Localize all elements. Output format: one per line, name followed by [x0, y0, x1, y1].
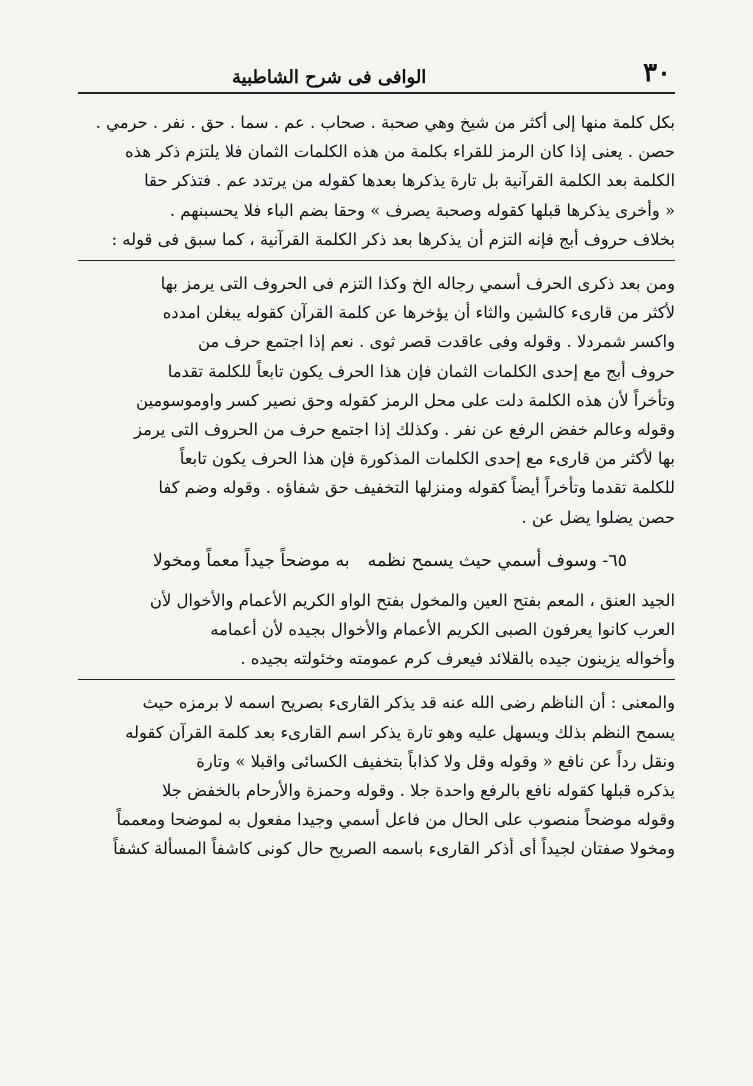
text-line: وقوله موضحاً منصوب على الحال من فاعل أسمي وجيدا مفعول به لموضحا ومعمماً	[116, 810, 675, 830]
text-line: « وأخرى يذكرها قبلها كقوله وصحبة يصرف » وحقا بضم الباء فلا يحسبنهم .	[169, 200, 675, 220]
text-line: حروف أبج مع إحدى الكلمات الثمان فإن هذا الحرف يكون تابعاً للكلمة تقدما	[167, 361, 675, 381]
text-line: يسمح النظم بذلك ويسهل عليه وهو تارة يذكر اسم القارىء بعد كلمة القرآن كقوله	[125, 722, 675, 742]
page-number: ٣٠	[643, 58, 671, 88]
text-line: بكل كلمة منها إلى أكثر من شيخ وهي صحبة . صحاب . عم . سما . حق . نفر . حرمي .	[95, 113, 675, 132]
section-2	[78, 269, 675, 532]
text-line: بخلاف حروف أبج فإنه التزم أن يذكرها بعد ذكر الكلمة القرآنية ، كما سبق فى قوله :	[111, 229, 675, 249]
poem-verse	[78, 544, 675, 578]
text-line: بها لأكثر من قارىء مع إحدى الكلمات المذكورة فإن هذا الحرف يكون تابعاً	[179, 449, 675, 469]
text-line: وأخواله يزينون جيده بالقلائد فيعرف كرم عمومته وخئولته بجيده .	[240, 649, 675, 669]
verse-first-hemistich: ٦٥- وسوف أسمي حيث يسمح نظمه	[367, 550, 627, 571]
text-line: وقوله وعالم خفض الرفع عن نفر . وكذلك إذا اجتمع حرف من الحروف التى يرمز	[133, 420, 675, 440]
text-line: ونقل رداً عن نافع « وقوله وقل ولا كذاباً بتخفيف الكسائى واقبلا » وتارة	[196, 751, 675, 771]
page-body	[78, 108, 675, 864]
text-line: الكلمة بعد الكلمة القرآنية بل تارة يذكرها بعدها كقوله من يرتدد عم . فتذكر حقا	[144, 171, 675, 191]
text-line: يذكره قبلها كقوله نافع بالرفع واحدة جلا . وقوله وحمزة والأرحام بالخفض جلا	[162, 781, 675, 801]
text-line: واكسر شمردلا . وقوله وفى عاقدت قصر ثوى . نعم إذا اجتمع حرف من	[197, 332, 675, 352]
text-line: الجيد العنق ، المعم بفتح العين والمخول بفتح الواو الكريم الأعمام والأخوال لأن	[149, 590, 675, 610]
text-line: للكلمة تقدما وتأخراً أيضاً كقوله ومنزلها التخفيف حق شفاؤه . وقوله وضم كفا	[158, 478, 675, 498]
section-1	[78, 108, 675, 254]
divider-line	[78, 260, 675, 261]
text-line: لأكثر من قارىء كالشين والثاء أن يؤخرها عن كلمة القرآن كقوله يبغلن امدده	[162, 303, 675, 323]
text-line: حصن يضلوا يضل عن .	[521, 507, 675, 527]
section-3	[78, 586, 675, 674]
text-line: العرب كانوا يعرفون الصبى الكريم الأعمام والأخوال بجيده لأن أعمامه	[210, 620, 675, 640]
text-line: والمعنى : أن الناظم رضى الله عنه قد يذكر القارىء بصريح اسمه لا برمزه حيث	[142, 693, 675, 713]
book-title: الوافى فى شرح الشاطبية	[232, 67, 427, 88]
divider-line	[78, 679, 675, 680]
text-line: وتأخراً لأن هذه الكلمة دلت على محل الرمز كقوله وحق نصير كسر واوموسومين	[135, 390, 675, 410]
text-line: حصن . يعنى إذا كان الرمز للقراء بكلمة من هذه الكلمات الثمان فلا يلتزم ذكر هذه	[125, 142, 675, 162]
text-line: ومن بعد ذكرى الحرف أسمي رجاله الخ وكذا التزم فى الحروف التى يرمز بها	[160, 274, 675, 294]
text-line: ومخولا صفتان لجيداً أى أذكر القارىء باسمه الصريح حال كونى كاشفاً المسألة كشفاً	[113, 839, 675, 859]
section-4	[78, 688, 675, 863]
verse-second-hemistich: به موضحاً جيداً معماً ومخولا	[152, 550, 350, 571]
page-header	[78, 40, 675, 94]
